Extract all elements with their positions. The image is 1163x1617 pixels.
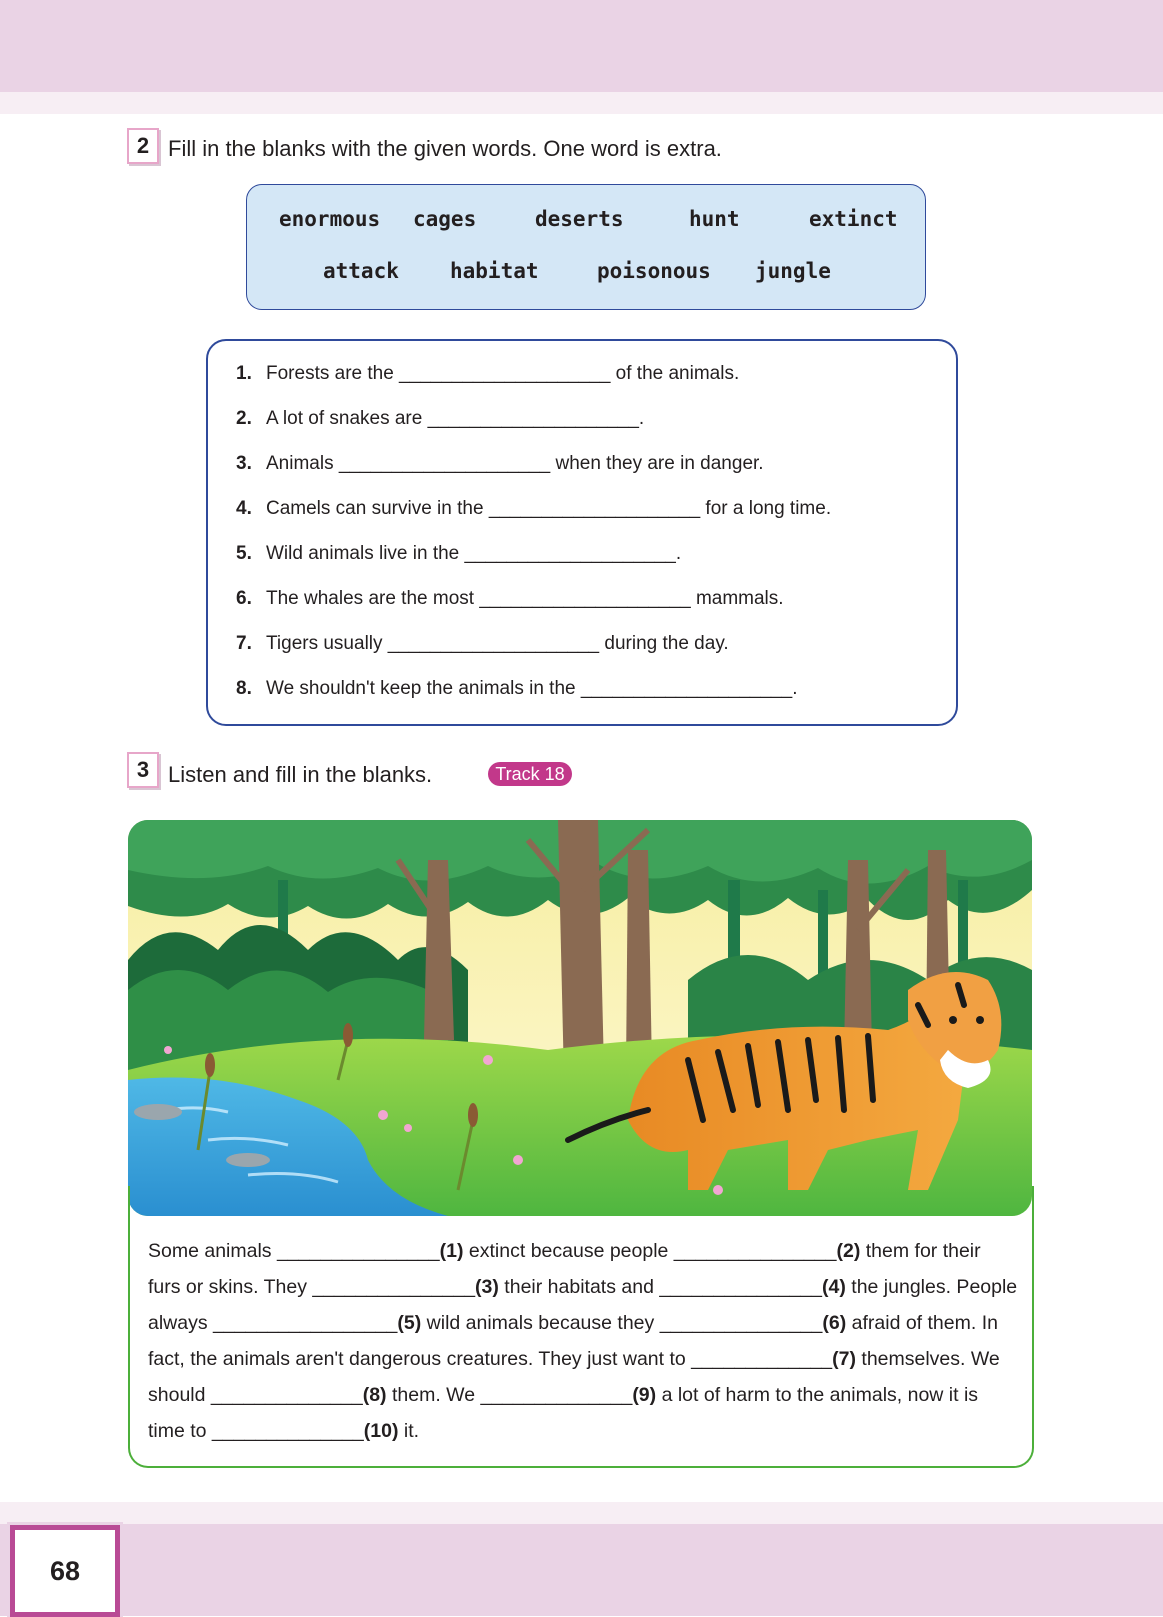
sentence-text: We shouldn't keep the animals in the ____________________.	[266, 678, 798, 699]
sentence-number: 4.	[236, 498, 252, 519]
sentence-text: Wild animals live in the ____________________.	[266, 543, 682, 564]
word-bank-word: attack	[323, 259, 399, 283]
blank-number: (7)	[832, 1348, 856, 1370]
exercise-2-number: 2	[127, 128, 159, 164]
line-text: themselves. We	[855, 1348, 1000, 1370]
exercise-3-number: 3	[127, 752, 159, 788]
blank-number: (8)	[362, 1384, 387, 1406]
word-bank	[246, 184, 926, 310]
line-text: a lot of harm to the animals, now it is	[656, 1384, 979, 1406]
line-text: should ______________	[148, 1384, 363, 1406]
word-bank-word: cages	[413, 207, 477, 231]
word-bank-word: habitat	[450, 259, 539, 283]
paragraph-line	[148, 1276, 1017, 1299]
sentence-number: 1.	[236, 363, 252, 384]
blank-number: (9)	[632, 1384, 657, 1406]
paragraph-line	[148, 1420, 419, 1443]
blank-number: (3)	[475, 1276, 499, 1298]
blank-number: (10)	[363, 1420, 399, 1442]
paragraph-line	[148, 1348, 1000, 1371]
sentence-number: 8.	[236, 678, 252, 699]
top-band-strip	[0, 92, 1163, 114]
sentence-number: 7.	[236, 633, 252, 654]
line-text: furs or skins. They _______________	[148, 1276, 476, 1298]
sentence-text: Tigers usually ____________________ during the day.	[266, 633, 729, 654]
sentence-text: A lot of snakes are ____________________.	[266, 408, 645, 429]
line-text: always _________________	[148, 1312, 398, 1334]
line-text: the jungles. People	[845, 1276, 1018, 1298]
sentence-number: 3.	[236, 453, 252, 474]
blank-number: (6)	[822, 1312, 847, 1334]
bottom-band-strip	[0, 1502, 1163, 1524]
exercise-2-instruction: Fill in the blanks with the given words. One word is extra.	[168, 136, 722, 161]
sentence-text: The whales are the most ____________________ mammals.	[266, 588, 784, 609]
blank-number: (5)	[397, 1312, 422, 1334]
sentence-number: 2.	[236, 408, 252, 429]
sentence	[236, 543, 681, 565]
track-badge[interactable]: Track 18	[488, 762, 572, 786]
line-text: time to ______________	[148, 1420, 364, 1442]
paragraph-line	[148, 1240, 981, 1263]
bottom-band	[0, 1524, 1163, 1616]
line-text: afraid of them. In	[846, 1312, 998, 1334]
sentence-text: Animals ____________________ when they are in danger.	[266, 453, 764, 474]
top-band	[0, 0, 1163, 92]
sentence-text: Forests are the ____________________ of the animals.	[266, 363, 740, 384]
word-bank-word: hunt	[689, 207, 740, 231]
sentence	[236, 363, 739, 385]
line-text: it.	[398, 1420, 420, 1442]
word-bank-word: enormous	[279, 207, 381, 231]
sentence	[236, 588, 784, 610]
blank-number: (4)	[822, 1276, 846, 1298]
page-number: 68	[10, 1525, 120, 1617]
word-bank-word: jungle	[755, 259, 831, 283]
tiger-in-jungle-illustration	[128, 820, 1032, 1216]
paragraph-line	[148, 1312, 998, 1335]
line-text: fact, the animals aren't dangerous creatures. They just want to _____________	[148, 1348, 833, 1370]
sentence-number: 6.	[236, 588, 252, 609]
exercise-3-instruction: Listen and fill in the blanks.	[168, 762, 433, 787]
line-text: Some animals _______________	[148, 1240, 440, 1262]
line-text: them. We ______________	[386, 1384, 633, 1406]
paragraph-line	[148, 1384, 978, 1407]
sentence-text: Camels can survive in the ____________________ for a long time.	[266, 498, 832, 519]
line-text: extinct because people _______________	[463, 1240, 837, 1262]
line-text: their habitats and _______________	[498, 1276, 823, 1298]
word-bank-word: extinct	[809, 207, 898, 231]
sentence	[236, 633, 729, 655]
sentence	[236, 408, 644, 430]
line-text: them for their	[860, 1240, 981, 1262]
sentence	[236, 678, 797, 700]
line-text: wild animals because they _______________	[421, 1312, 823, 1334]
word-bank-word: poisonous	[597, 259, 711, 283]
blank-number: (1)	[439, 1240, 464, 1262]
blank-number: (2)	[836, 1240, 861, 1262]
word-bank-word: deserts	[535, 207, 624, 231]
sentence	[236, 453, 764, 475]
sentences-box	[206, 339, 958, 726]
sentence-number: 5.	[236, 543, 252, 564]
sentence	[236, 498, 831, 520]
